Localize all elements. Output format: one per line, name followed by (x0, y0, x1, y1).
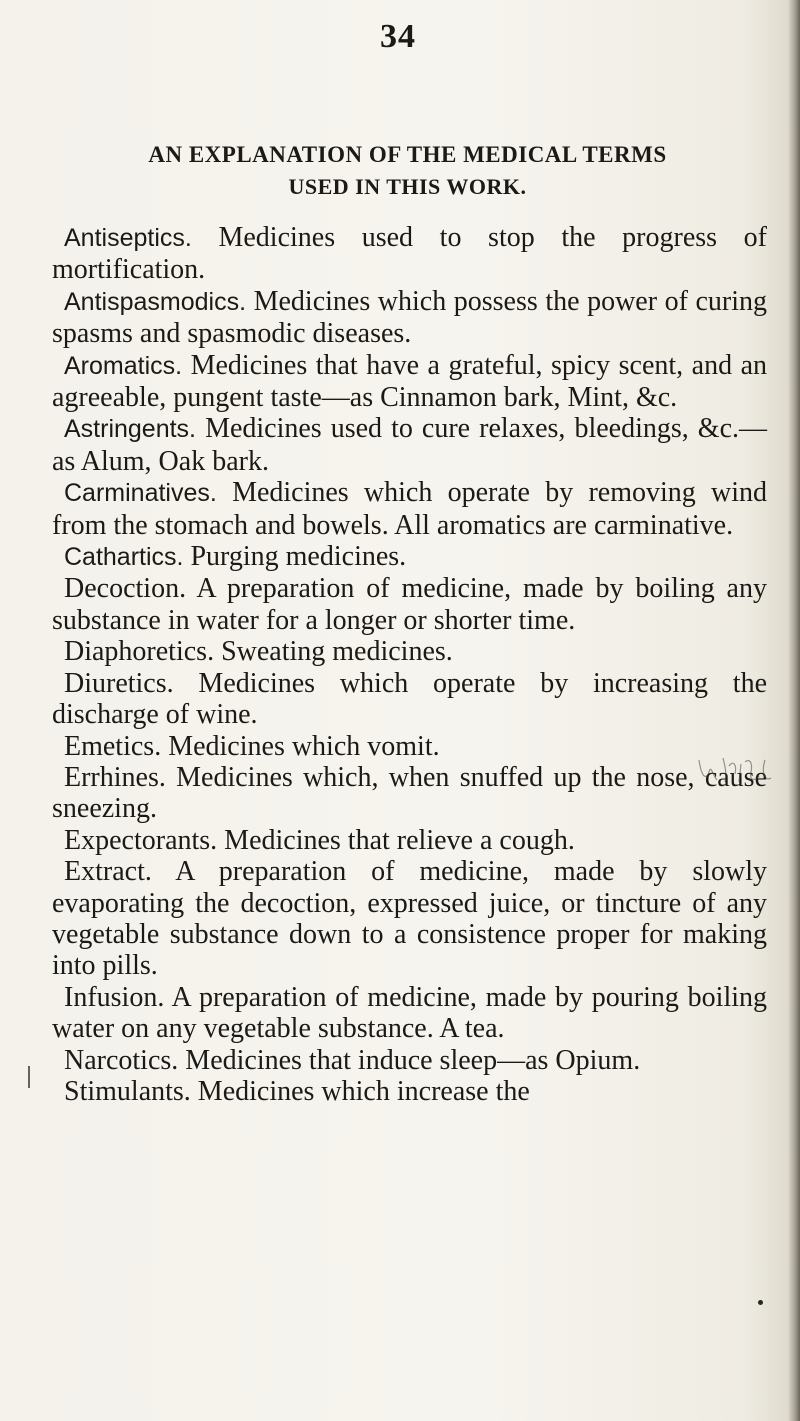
entry-term: Astringents. (64, 415, 197, 444)
entry-definition: Medicines which vomit. (168, 730, 440, 762)
entry-term: Decoction. (64, 573, 187, 605)
glossary-entry (52, 413, 767, 477)
entry-definition: Medicines that induce sleep—as Opium. (185, 1044, 641, 1076)
section-subheading: USED IN THIS WORK. (288, 174, 527, 199)
entry-term: Diaphoretics. (64, 636, 215, 668)
glossary-entry (52, 982, 767, 1045)
entry-term: Expectorants. (64, 824, 218, 856)
entry-term: Aromatics. (64, 351, 183, 380)
ink-dot (758, 1300, 763, 1305)
entry-definition: Medicines which operate by increasing the discharge of wine. (52, 667, 768, 731)
entry-definition: A preparation of medicine, made by boiling any substance in water for a longer or shorter time. (52, 573, 767, 636)
entry-definition: Medicines used to stop the progress of mortification. (52, 222, 767, 286)
entry-term: Carminatives. (64, 479, 217, 508)
entry-definition: A preparation of medicine, made by slowly evaporating the decoction, expressed juice, or tincture of any vegetable substance down to a consistence proper for making into pills. (52, 856, 767, 982)
entry-term: Errhines. (64, 761, 166, 793)
entry-definition: Sweating medicines. (221, 636, 453, 668)
entry-term: Diuretics. (64, 667, 174, 699)
entry-term: Antispasmodics. (64, 287, 247, 316)
page-edge-shadow (788, 0, 800, 1421)
entry-definition: A preparation of medicine, made by pouring boiling water on any vegetable substance. A tea. (52, 981, 767, 1045)
entry-definition: Medicines which operate by removing wind from the stomach and bowels. All aromatics are carminative. (52, 477, 767, 541)
glossary-body (52, 222, 767, 1107)
glossary-entry (52, 856, 767, 982)
entry-term: Narcotics. (64, 1044, 179, 1076)
entry-term: Antiseptics. (64, 224, 192, 252)
entry-term: Extract. (64, 856, 152, 888)
entry-definition: Purging medicines. (190, 541, 407, 573)
glossary-entry (52, 636, 767, 667)
glossary-entry (52, 541, 767, 573)
entry-definition: Medicines which possess the power of curing spasms and spasmodic diseases. (52, 285, 767, 350)
entry-definition: Medicines used to cure relaxes, bleedings, &c.—as Alum, Oak bark. (52, 413, 768, 477)
section-heading: AN EXPLANATION OF THE MEDICAL TERMS (148, 142, 667, 167)
entry-term: Cathartics. (64, 543, 184, 572)
entry-definition: Medicines which, when snuffed up the nose, cause sneezing. (52, 761, 767, 825)
glossary-entry (52, 222, 767, 286)
entry-definition: Medicines that relieve a cough. (224, 824, 575, 856)
glossary-entry (52, 573, 767, 636)
glossary-entry (52, 286, 767, 350)
glossary-entry (52, 1045, 767, 1076)
glossary-entry (52, 477, 767, 541)
glossary-entry (52, 1076, 767, 1107)
glossary-entry (52, 825, 767, 856)
glossary-entry (52, 731, 767, 762)
entry-definition: Medicines which increase the (197, 1075, 530, 1107)
entry-term: Emetics. (64, 730, 162, 762)
glossary-entry (52, 350, 767, 414)
glossary-entry (52, 762, 767, 825)
entry-term: Infusion. (64, 981, 165, 1013)
page-number: 34 (380, 18, 416, 55)
handwritten-correction-mark (695, 752, 775, 792)
margin-stroke-mark (28, 1066, 30, 1088)
entry-term: Stimulants. (64, 1075, 191, 1107)
entry-definition: Medicines that have a grateful, spicy scent, and an agreeable, pungent taste—as Cinnamon bark, Mint, &c. (52, 349, 767, 414)
glossary-entry (52, 668, 767, 731)
